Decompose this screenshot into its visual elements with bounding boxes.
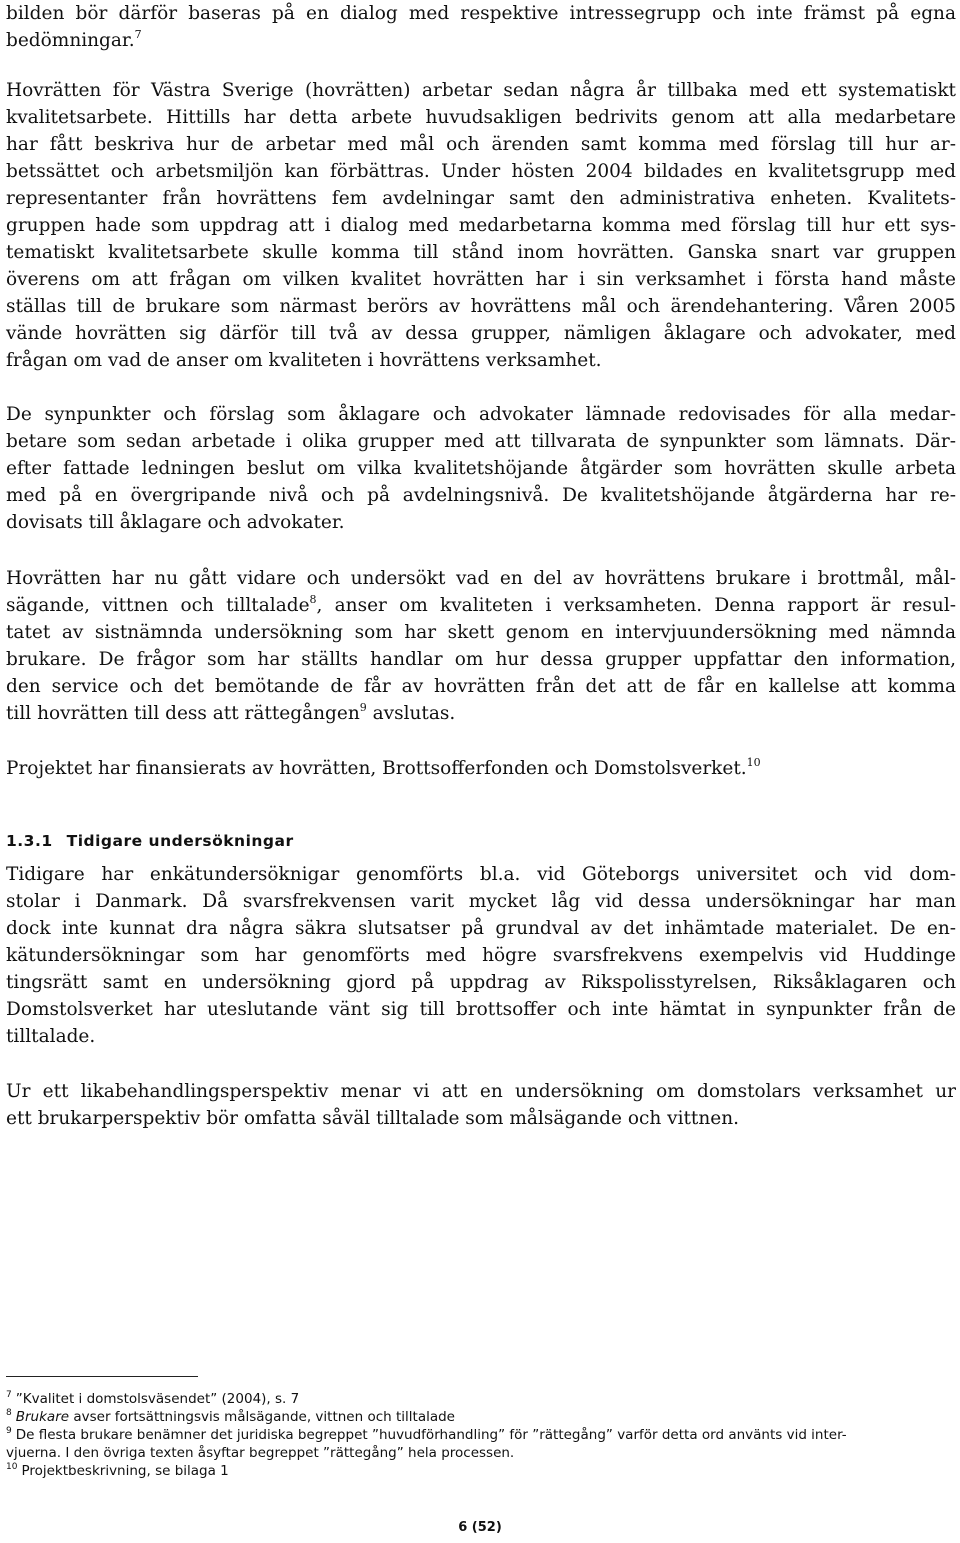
footnote-number: 9 bbox=[6, 1426, 12, 1436]
text-line: representanter från hovrättens fem avdelningar samt den administrativa enheten. Kvalitets- bbox=[6, 188, 956, 209]
text-line: Domstolsverket har uteslutande vänt sig till brottsoffer och inte hämtat in synpunkter från de bbox=[6, 999, 956, 1020]
page-number: 6 (52) bbox=[458, 1520, 502, 1535]
footnote-9-continued: vjuerna. I den övriga texten åsyftar begreppet ”rättegång” hela processen. bbox=[6, 1445, 515, 1461]
text-line: kvalitetsarbete. Hittills har detta arbete huvudsakligen bedrivits genom att alla medarbetare bbox=[6, 107, 956, 128]
footnote-7: $^7$ ”Kvalitet i domstolsväsendet” (2004), s. 7 bbox=[6, 1390, 300, 1407]
text-line: De synpunkter och förslag som åklagare och advokater lämnade redovisades för alla medar- bbox=[6, 404, 956, 425]
text-line: tatet av sistnämnda undersökning som har skett genom en intervjuundersökning med nämnda bbox=[6, 622, 956, 643]
text-line: den service och det bemötande de får av hovrätten från det att de får en kallelse att komma bbox=[6, 676, 956, 697]
text-line: vände hovrätten sig därför till två av dessa grupper, nämligen åklagare och advokater, med bbox=[6, 323, 956, 344]
text-line: tematiskt kvalitetsarbete skulle komma till stånd inom hovrätten. Ganska snart var gruppen bbox=[6, 242, 956, 263]
text-line: sägande, vittnen och tilltalade$^8$, anser om kvaliteten i verksamheten. Denna rapport är resul- bbox=[6, 593, 956, 616]
text-line: frågan om vad de anser om kvaliteten i hovrättens verksamhet. bbox=[6, 350, 602, 371]
section-number: 1.3.1 bbox=[6, 832, 53, 850]
footnote-10: $^{10}$ Projektbeskrivning, se bilaga 1 bbox=[6, 1462, 229, 1479]
text-line: Ur ett likabehandlingsperspektiv menar vi att en undersökning om domstolars verksamhet ur bbox=[6, 1081, 956, 1102]
footnote-ref-10[interactable]: 10 bbox=[746, 756, 761, 769]
text-line: bilden bör därför baseras på en dialog med respektive intressegrupp och inte främst på egna bbox=[6, 3, 956, 24]
text-line: tingsrätt samt en undersökning gjord på uppdrag av Rikspolisstyrelsen, Riksåklagaren och bbox=[6, 972, 956, 993]
footnote-number: 10 bbox=[6, 1462, 18, 1472]
text-line: betare som sedan arbetade i olika grupper med att tillvarata de synpunkter som lämnats. Där- bbox=[6, 431, 956, 452]
text-line: Hovrätten för Västra Sverige (hovrätten) arbetar sedan några år tillbaka med ett systematiskt bbox=[6, 80, 956, 101]
text-line: kätundersökningar som har genomförts med högre svarsfrekvens exempelvis vid Huddinge bbox=[6, 945, 956, 966]
paragraph-likabehandling bbox=[6, 1078, 956, 1132]
text-line: bedömningar.$^7$ bbox=[6, 28, 142, 51]
section-title: Tidigare undersökningar bbox=[66, 832, 294, 850]
text-line: har fått beskriva hur de arbetar med mål och ärenden samt komma med förslag till hur ar- bbox=[6, 134, 956, 155]
text-line: Projektet har finansierats av hovrätten, Brottsofferfonden och Domstolsverket.$^{10}$ bbox=[6, 756, 761, 779]
footnote-ref-9[interactable]: 9 bbox=[359, 701, 367, 714]
text-line: betssättet och arbetsmiljön kan förbättras. Under hösten 2004 bildades en kvalitetsgrupp med bbox=[6, 161, 956, 182]
section-heading bbox=[6, 832, 294, 850]
text-line: gruppen hade som uppdrag att i dialog med medarbetarna komma med förslag till hur ett sys- bbox=[6, 215, 956, 236]
text-line: tilltalade. bbox=[6, 1026, 96, 1047]
footnote-number: 7 bbox=[6, 1390, 12, 1400]
text-line: Tidigare har enkätundersöknigar genomförts bl.a. vid Göteborgs universitet och vid dom- bbox=[6, 864, 956, 885]
text-line: till hovrätten till dess att rättegången$^9$ avslutas. bbox=[6, 701, 456, 724]
footnote-9: $^9$ De flesta brukare benämner det juridiska begreppet ”huvudförhandling” för ”rättegång” varför detta ord använts vid inter- bbox=[6, 1426, 847, 1443]
text-line: efter fattade ledningen beslut om vilka kvalitetshöjande åtgärder som hovrätten skulle arbeta bbox=[6, 458, 956, 479]
footnote-number: 8 bbox=[6, 1408, 12, 1418]
text-line: dovisats till åklagare och advokater. bbox=[6, 512, 345, 533]
footnote-ref-8[interactable]: 8 bbox=[309, 593, 317, 606]
text-line: med på en övergripande nivå och på avdelningsnivå. De kvalitetshöjande åtgärderna har re- bbox=[6, 485, 956, 506]
text-line: brukare. De frågor som har ställts handlar om hur dessa grupper uppfattar den information, bbox=[6, 649, 956, 670]
paragraph-synpunkter bbox=[6, 401, 956, 536]
text-line: stolar i Danmark. Då svarsfrekvensen varit mycket låg vid dessa undersökningar har man bbox=[6, 891, 956, 912]
text-line: överens om att frågan om vilken kvalitet hovrätten har i sin verksamhet i första hand måste bbox=[6, 269, 956, 290]
text-line: dock inte kunnat dra några säkra slutsatser på grundval av det inhämtade materialet. De en- bbox=[6, 918, 956, 939]
text-line: ett brukarperspektiv bör omfatta såväl tilltalade som målsägande och vittnen. bbox=[6, 1108, 740, 1129]
paragraph-undersokning bbox=[6, 565, 956, 727]
paragraph-tidigare bbox=[6, 861, 956, 1050]
paragraph-hovratten-kvalitetsarbete bbox=[6, 77, 956, 374]
paragraph-intro-end bbox=[6, 0, 956, 54]
text-line: ställas till de brukare som närmast berörs av hovrättens mål och ärendehantering. Våren 2005 bbox=[6, 296, 956, 317]
paragraph-finansiering bbox=[6, 755, 956, 782]
footnote-ref-7[interactable]: 7 bbox=[134, 28, 142, 41]
footnote-8: $^8$ Brukare avser fortsättningsvis målsägande, vittnen och tilltalade bbox=[6, 1408, 455, 1425]
footnote-separator bbox=[6, 1376, 198, 1377]
footnotes bbox=[6, 1390, 956, 1480]
text-line: Hovrätten har nu gått vidare och undersökt vad en del av hovrättens brukare i brottmål, mål- bbox=[6, 568, 956, 589]
